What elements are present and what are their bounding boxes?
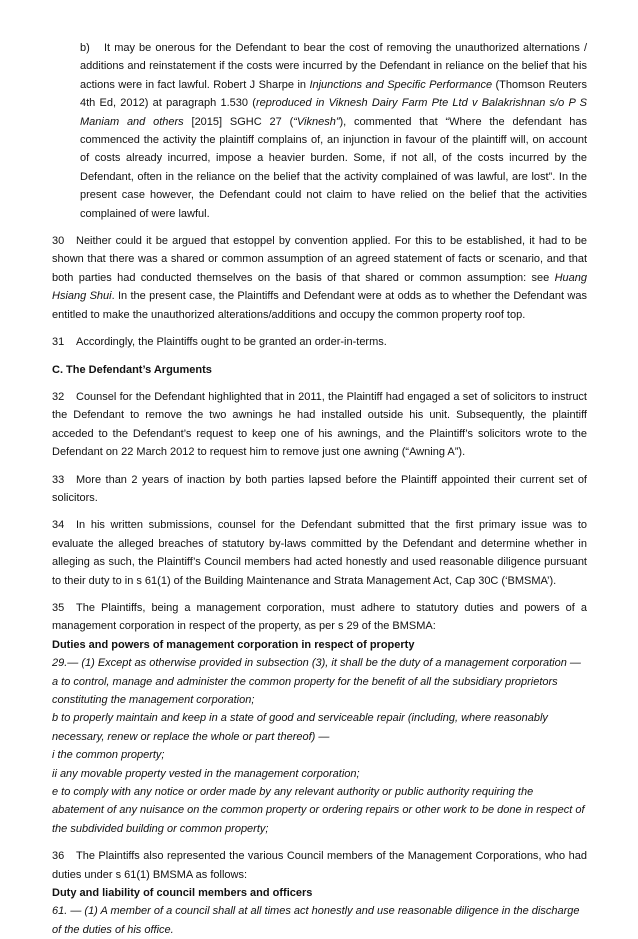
italic-text: Injunctions and Specific Performance xyxy=(309,78,493,91)
paragraph-36 xyxy=(52,847,587,884)
paragraph-32 xyxy=(52,388,587,462)
statute-line: ii any movable property vested in the management corporation; xyxy=(52,767,360,780)
case-name: Huang Hsiang Shui xyxy=(52,271,587,303)
paragraph-number: 33 xyxy=(52,473,65,486)
paragraph-30 xyxy=(52,232,587,324)
text: Accordingly, the Plaintiffs ought to be granted an order-in-terms. xyxy=(76,336,387,349)
text: The Plaintiffs also represented the various Council members of the Management Corporations, who had duties under s 61(1) BMSMA as follows: xyxy=(52,850,587,881)
paragraph-number: 30 xyxy=(52,235,65,248)
statute-line: e to comply with any notice or order made by any relevant authority or public authority requiring the abatement of any nuisance on the common property or ordering repairs or other work to be done in respect of the subdivided building or common property; xyxy=(52,786,585,835)
statute-extract-61 xyxy=(52,884,587,939)
paragraph-33 xyxy=(52,471,587,508)
paragraph-number: 31 xyxy=(52,336,65,349)
paragraph-number: 34 xyxy=(52,519,65,532)
text: Neither could it be argued that estoppel by convention applied. For this to be established, it had to be shown that there was a shared or common assumption of an agreed statement of facts or scenario, and that both parties had conducted themselves on the basis of that shared or common assumption: see xyxy=(52,235,587,284)
italic-text: “Viknesh” xyxy=(293,115,340,128)
text: . In the present case, the Plaintiffs and Defendant were at odds as to whether the Defendant was entitled to make the unauthorized alterations/additions and occupy the common property roof top. xyxy=(52,290,587,321)
text: (Thomson Reuters 4th Ed, 2012) at paragraph 1.530 ( xyxy=(80,78,587,110)
statute-line: a to control, manage and administer the common property for the benefit of all the subsidiary proprietors constituting the management corporation; xyxy=(52,675,558,706)
paragraph-b xyxy=(80,39,587,223)
statute-heading: Duties and powers of management corporation in respect of property xyxy=(52,638,415,651)
paragraph-number: 32 xyxy=(52,390,65,403)
paragraph-number: 36 xyxy=(52,850,65,863)
sub-paragraph-label: b) xyxy=(80,42,90,54)
italic-text: reproduced in Viknesh Dairy Farm Pte Ltd v Balakrishnan s/o P S Maniam and others xyxy=(80,97,587,128)
text: [2015] SGHC 27 ( xyxy=(183,115,294,128)
text: More than 2 years of inaction by both parties lapsed before the Plaintiff appointed their current set of solicitors. xyxy=(52,473,587,504)
text: It may be onerous for the Defendant to bear the cost of removing the unauthorized alternations / additions and reinstatement if the costs were incurred by the Defendant in reliance on the belief that his actions were in fact lawful. Robert J Sharpe in xyxy=(80,42,587,91)
section-heading: C. The Defendant’s Arguments xyxy=(52,363,212,376)
statute-line: b to properly maintain and keep in a state of good and serviceable repair (including, where reasonably necessary, renew or replace the whole or part thereof) — xyxy=(52,712,548,743)
text: In his written submissions, counsel for the Defendant submitted that the first primary issue was to evaluate the alleged breaches of statutory by-laws committed by the Defendant and determine whether in alleging as such, the Plaintiff’s Council members had acted honestly and used reasonable diligence pursuant to their duty to in s 61(1) of the Building Maintenance and Strata Management Act, Cap 30C (‘BMSMA’). xyxy=(52,519,587,587)
statute-heading: Duty and liability of council members and officers xyxy=(52,887,313,900)
statute-line: 29.— (1) Except as otherwise provided in subsection (3), it shall be the duty of a management corporation — xyxy=(52,657,581,670)
statute-line: 61. — (1) A member of a council shall at all times act honestly and use reasonable diligence in the discharge of the duties of his office. xyxy=(52,905,580,936)
statute-line: i the common property; xyxy=(52,749,165,762)
text: ), commented that “Where the defendant has commenced the activity the plaintiff complains of, an injunction in favour of the plaintiff will, on account of costs already incurred, impose a heavier burden. Some, if not all, of the costs incurred by the Defendant, often in the reliance on the belief that the activity complained of was lawful, are lost”. In the present case however, the Defendant could not claim to have relied on the belief that the activities complained of were lawful. xyxy=(80,115,587,220)
paragraph-31 xyxy=(52,333,587,351)
statute-extract-29 xyxy=(52,636,587,838)
paragraph-34 xyxy=(52,516,587,590)
paragraph-number: 35 xyxy=(52,601,65,614)
text: Counsel for the Defendant highlighted that in 2011, the Plaintiff had engaged a set of solicitors to instruct the Defendant to remove the two awnings he had installed outside his unit. Subsequently, the plaintiff acceded to the Defendant’s request to keep one of his awnings, and the Plaintiff’s solicitors wrote to the Defendant on 22 March 2012 to request him to remove just one awning (“Awning A”). xyxy=(52,390,587,459)
text: The Plaintiffs, being a management corporation, must adhere to statutory duties and powers of a management corporation in respect of the property, as per s 29 of the BMSMA: xyxy=(52,601,587,633)
judgment-page xyxy=(52,39,587,939)
paragraph-35 xyxy=(52,599,587,636)
